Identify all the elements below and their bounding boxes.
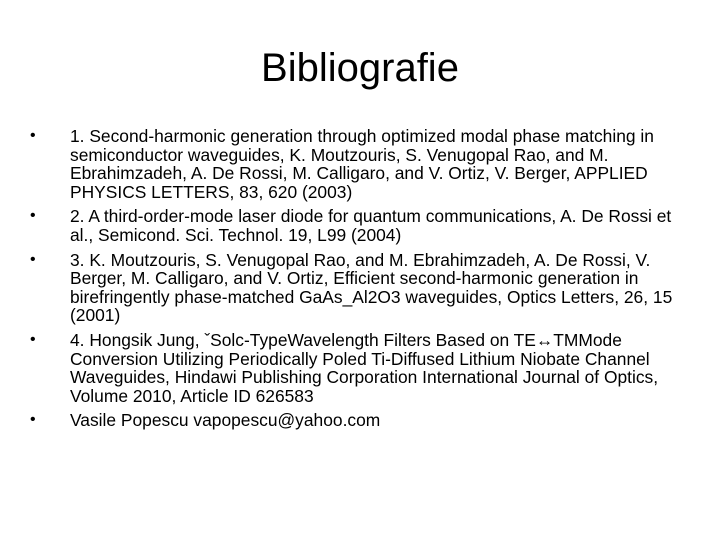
bullet-icon: • (30, 330, 36, 348)
bibliography-item-text: 2. A third-order-mode laser diode for quantum communications, A. De Rossi et al., Semicond. Sci. Technol. 19, L99 (2004) (70, 206, 672, 245)
bullet-icon: • (30, 127, 36, 144)
bibliography-list (30, 127, 680, 436)
bullet-icon: • (30, 207, 36, 225)
bullet-icon: • (30, 411, 36, 429)
bibliography-item-text: 3. K. Moutzouris, S. Venugopal Rao, and M. Ebrahimzadeh, A. De Rossi, V. Berger, M. Calligaro, and V. Ortiz, Efficient second-harmonic generation in birefringently phase-matched GaAs_Al2O3 waveguides, Optics Letters, 26, 15 (2001) (70, 249, 673, 326)
contact-text: Vasile Popescu vapopescu@yahoo.com (70, 410, 381, 431)
bibliography-item-4 (30, 331, 680, 405)
bibliography-item-1 (30, 127, 680, 201)
bibliography-item-text: 1. Second-harmonic generation through optimized modal phase matching in semiconductor waveguides, K. Moutzouris, S. Venugopal Rao, and M. Ebrahimzadeh, A. De Rossi, M. Calligaro, and V. Ortiz, V. Berger, APPLIED PHYSICS LETTERS, 83, 620 (2003) (70, 126, 654, 202)
bibliography-item-text: 4. Hongsik Jung, ˇSolc-TypeWavelength Filters Based on TE↔TMMode Conversion Utilizing Periodically Poled Ti-Diffused Lithium Niobate Channel Waveguides, Hindawi Publishing Corporation International Journal of Optics, Volume 2010, Article ID 626583 (70, 329, 659, 406)
slide-title: Bibliografie (261, 46, 459, 90)
bibliography-item-3 (30, 251, 680, 325)
bibliography-item-2 (30, 207, 680, 244)
contact-item (30, 411, 680, 430)
bullet-icon: • (30, 250, 36, 268)
